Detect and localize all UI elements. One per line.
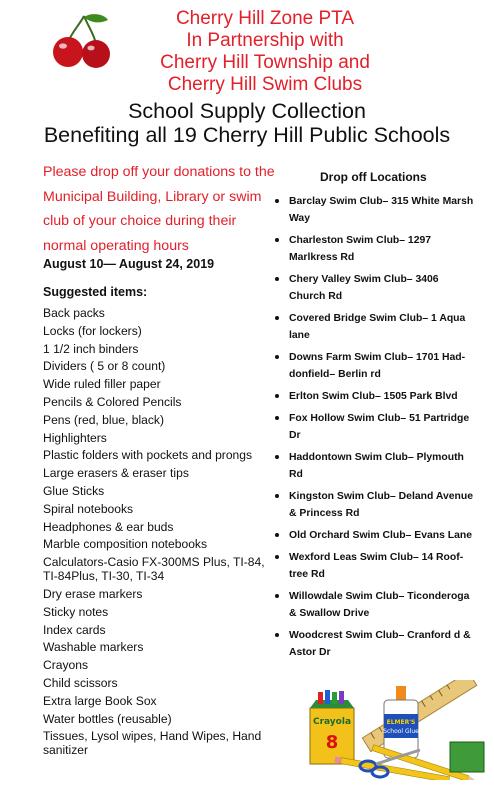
location-text: Old Orchard Swim Club– Evans Lane xyxy=(289,530,473,541)
flyer-subtitle: Benefiting all 19 Cherry Hill Public Schools xyxy=(43,123,451,147)
location-text: Kingston Swim Club– Deland Avenue & Princess Rd xyxy=(289,491,473,519)
bullet-icon xyxy=(275,277,279,281)
list-item: Pens (red, blue, black) xyxy=(43,412,164,427)
list-item: Child scissors xyxy=(43,675,118,690)
list-item: Plastic folders with pockets and prongs xyxy=(43,448,253,463)
header-line: Cherry Hill Township and xyxy=(160,52,370,73)
location-item xyxy=(270,527,476,544)
location-text: Willowdale Swim Club– Ticonderoga & Swallow Drive xyxy=(289,591,470,619)
location-item xyxy=(270,410,476,444)
bullet-icon xyxy=(275,394,279,398)
bullet-icon xyxy=(275,455,279,459)
location-item xyxy=(270,627,476,661)
location-item xyxy=(270,588,476,622)
dropoff-locations-list xyxy=(270,193,476,666)
location-text: Wexford Leas Swim Club– 14 Roof-tree Rd xyxy=(289,552,464,580)
location-text: Fox Hollow Swim Club– 51 Partridge Dr xyxy=(289,413,470,441)
location-text: Haddontown Swim Club– Plymouth Rd xyxy=(289,452,464,480)
list-item: Tissues, Lysol wipes, Hand Wipes, Hand sanitizer xyxy=(43,729,262,758)
list-item: Extra large Book Sox xyxy=(43,693,157,708)
list-item: Dry erase markers xyxy=(43,586,143,601)
list-item: Marble composition notebooks xyxy=(43,537,208,552)
bullet-icon xyxy=(275,633,279,637)
bullet-icon xyxy=(275,199,279,203)
list-item: 1 1/2 inch binders xyxy=(43,341,139,356)
list-item: Dividers ( 5 or 8 count) xyxy=(43,359,166,374)
list-item: Calculators-Casio FX-300MS Plus, TI-84, TI-84Plus, TI-30, TI-34 xyxy=(43,555,265,584)
location-item xyxy=(270,193,476,227)
location-item xyxy=(270,449,476,483)
list-item: Wide ruled filler paper xyxy=(43,377,161,392)
bullet-icon xyxy=(275,316,279,320)
location-item xyxy=(270,310,476,344)
location-item xyxy=(270,549,476,583)
location-text: Woodcrest Swim Club– Cranford d & Astor Dr xyxy=(289,630,471,658)
list-item: Water bottles (reusable) xyxy=(43,711,172,726)
location-text: Covered Bridge Swim Club– 1 Aqua lane xyxy=(289,313,466,341)
location-item xyxy=(270,488,476,522)
school-supplies-illustration xyxy=(300,680,488,780)
location-item xyxy=(270,349,476,383)
list-item: Large erasers & eraser tips xyxy=(43,466,189,481)
bullet-icon xyxy=(275,355,279,359)
crayon-count: 8 xyxy=(325,732,339,753)
list-item: Headphones & ear buds xyxy=(43,519,174,534)
header-line: Cherry Hill Zone PTA xyxy=(175,8,355,29)
location-text: Barclay Swim Club– 315 White Marsh Way xyxy=(289,196,474,224)
location-text: Charleston Swim Club– 1297 Marlkress Rd xyxy=(289,235,432,263)
bullet-icon xyxy=(275,416,279,420)
list-item: Crayons xyxy=(43,658,89,673)
bullet-icon xyxy=(275,238,279,242)
crayon-brand: Crayola xyxy=(312,717,352,727)
flyer-title: School Supply Collection xyxy=(128,99,366,123)
list-item: Spiral notebooks xyxy=(43,501,134,516)
list-item: Washable markers xyxy=(43,640,144,655)
location-text: Chery Valley Swim Club– 3406 Church Rd xyxy=(289,274,439,302)
location-item xyxy=(270,271,476,305)
list-item: Sticky notes xyxy=(43,604,109,619)
header-line: In Partnership with xyxy=(186,30,344,51)
locations-heading: Drop off Locations xyxy=(320,170,427,184)
suggested-items-list xyxy=(43,306,279,761)
bullet-icon xyxy=(275,555,279,559)
collection-dates: August 10— August 24, 2019 xyxy=(43,257,215,271)
bullet-icon xyxy=(275,594,279,598)
dropoff-instructions: Please drop off your donations to the Municipal Building, Library or swim club of your choice during their normal operating hours xyxy=(43,164,275,254)
list-item: Back packs xyxy=(43,306,105,320)
suggested-items-heading: Suggested items: xyxy=(43,285,148,299)
glue-name: School Glue xyxy=(383,728,419,735)
location-item xyxy=(270,388,476,405)
glue-brand: ELMER'S xyxy=(386,719,416,726)
list-item: Locks (for lockers) xyxy=(43,323,142,338)
flyer-header xyxy=(0,8,494,147)
list-item: Highlighters xyxy=(43,430,107,445)
list-item: Index cards xyxy=(43,622,106,637)
location-item xyxy=(270,232,476,266)
location-text: Downs Farm Swim Club– 1701 Had-donfield– Berlin rd xyxy=(289,352,466,380)
list-item: Pencils & Colored Pencils xyxy=(43,394,182,409)
bullet-icon xyxy=(275,533,279,537)
list-item: Glue Sticks xyxy=(43,483,105,498)
header-line: Cherry Hill Swim Clubs xyxy=(167,74,363,95)
location-text: Erlton Swim Club– 1505 Park Blvd xyxy=(289,391,458,402)
bullet-icon xyxy=(275,494,279,498)
